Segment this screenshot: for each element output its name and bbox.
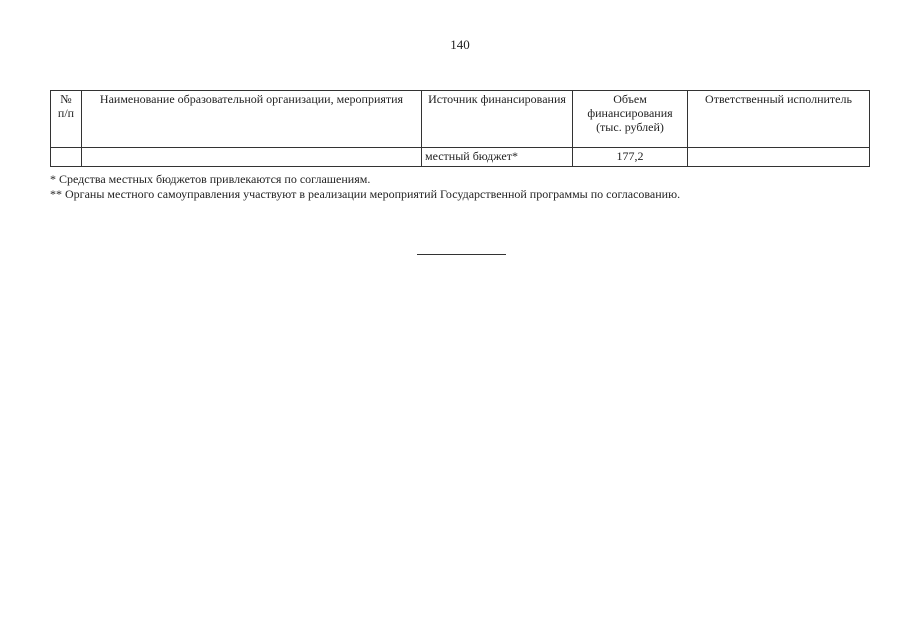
page-number: 140 (450, 37, 470, 52)
end-divider (417, 254, 506, 255)
footnote-local-government: ** Органы местного самоуправления участвуют в реализации мероприятий Государственной программы по согласованию. (50, 187, 681, 201)
col-header-funding-source: Источник финансирования (422, 91, 573, 148)
col-header-organization: Наименование образовательной организации, мероприятия (82, 91, 422, 148)
col-header-number: № п/п (51, 91, 82, 148)
cell-funding-source: местный бюджет* (422, 148, 573, 167)
cell-funding-volume: 177,2 (573, 148, 688, 167)
col-header-funding-volume: Объем финансирования (тыс. рублей) (573, 91, 688, 148)
cell-number (51, 148, 82, 167)
cell-organization (82, 148, 422, 167)
footnotes (50, 172, 680, 202)
funding-table (50, 90, 870, 167)
col-header-responsible: Ответственный исполнитель (688, 91, 870, 148)
cell-responsible (688, 148, 870, 167)
table-row (51, 148, 870, 167)
table-header-row (51, 91, 870, 148)
footnote-local-budget: * Средства местных бюджетов привлекаются по соглашениям. (50, 172, 371, 186)
